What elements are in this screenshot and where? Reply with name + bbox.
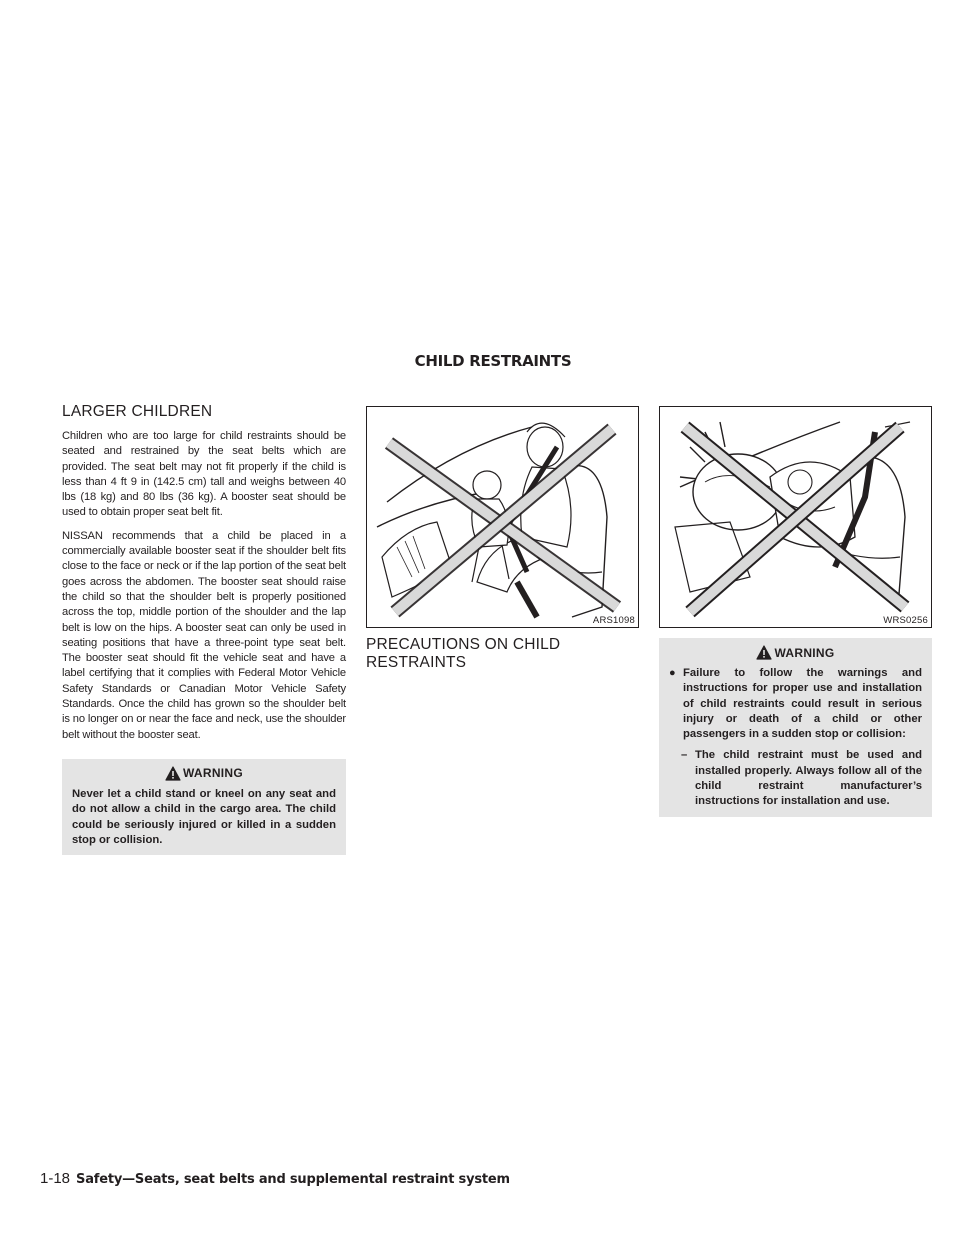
warning-header — [669, 645, 922, 660]
warning-label: WARNING — [774, 645, 835, 660]
dash-icon: – — [681, 749, 688, 762]
warning-header — [72, 766, 336, 781]
warning-dash-item — [681, 748, 922, 809]
chapter-title: Safety—Seats, seat belts and supplemental restraint system — [76, 1172, 510, 1187]
larger-children-heading: LARGER CHILDREN — [62, 403, 213, 420]
page-number: 1-18 — [40, 1170, 71, 1187]
precautions-heading: PRECAUTIONS ON CHILD RESTRAINTS — [366, 636, 561, 671]
figure-child-seat-airbag-illustration — [659, 406, 932, 628]
illustration-child-standing — [367, 407, 638, 627]
warning-dash-text: The child restraint must be used and installed properly. Always follow all of the child restraint manufacturer’s instructions for installation and use. — [695, 749, 922, 808]
warning-triangle-icon — [165, 766, 181, 781]
figure-code: WRS0256 — [883, 615, 928, 626]
paragraph-2: NISSAN recommends that a child be placed in a commercially available booster seat if the shoulder belt fits close to the face or neck or if the lap portion of the seat belt goes across the abdomen. The booster seat should raise the child so that the shoulder belt is properly positioned across the top, middle portion of the shoulder and the lap belt is low on the hips. A booster seat can only be used in seating positions that have a three-point type seat belt. The booster seat should fit the vehicle seat and have a label certifying that it complies with Federal Motor Vehicle Safety Standards or Canadian Motor Vehicle Safety Standards. Once the child has grown so the shoulder belt is no longer on or near the face and neck, use the shoulder belt without the booster seat. — [62, 529, 346, 741]
paragraph-1: Children who are too large for child restraints should be seated and restrained by the seat belts which are provided. The seat belt may not fit properly if the child is less than 4 ft 9 in (142.5 cm) tall and weighs between 40 lbs (18 kg) and 80 lbs (36 kg). A booster seat should be used to obtain proper seat belt fit. — [62, 430, 346, 519]
warning-triangle-icon — [756, 645, 772, 660]
section-title: CHILD RESTRAINTS — [414, 352, 572, 370]
figure-code: ARS1098 — [592, 615, 635, 626]
warning-bullet-text: Failure to follow the warnings and instructions for proper use and installation of child restraints could result in serious injury or death of a child or other passengers in a sudden stop or collision: — [683, 667, 922, 741]
warning-label: WARNING — [182, 766, 244, 781]
page-footer — [40, 1170, 510, 1187]
warning-bullet-item — [669, 666, 922, 742]
warning-box-left — [62, 759, 346, 855]
left-column — [62, 400, 346, 855]
illustration-child-seat-airbag — [660, 407, 931, 627]
warning-text: Never let a child stand or kneel on any seat and do not allow a child in the cargo area. The child could be seriously injured or killed in a sudden stop or collision. — [72, 787, 336, 846]
bullet-icon: ● — [669, 667, 676, 679]
figure-child-standing-illustration — [366, 406, 639, 628]
warning-box-right — [659, 638, 932, 817]
middle-column — [366, 406, 639, 680]
right-column — [659, 406, 932, 817]
